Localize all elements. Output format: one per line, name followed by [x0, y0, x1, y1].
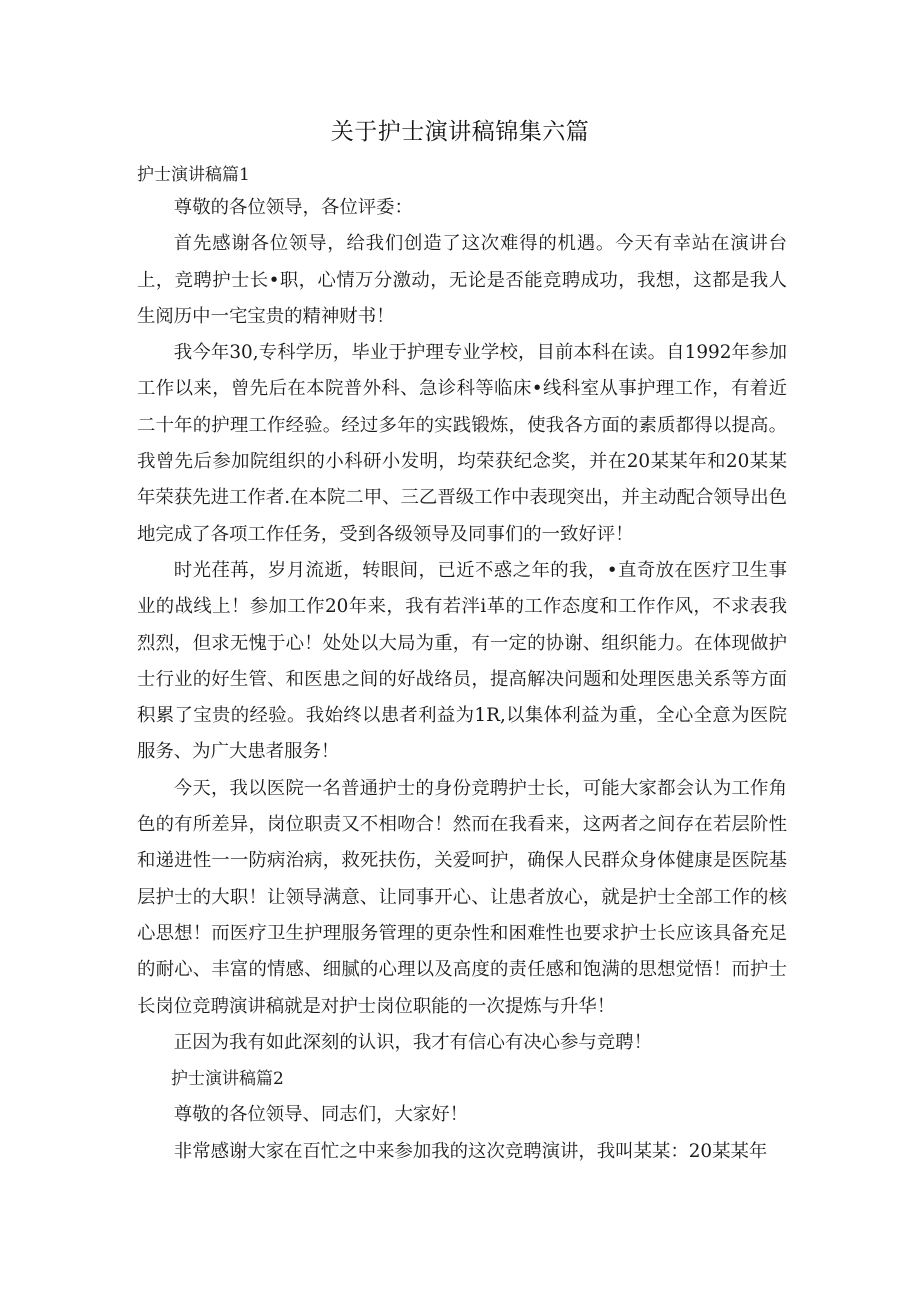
- paragraph: 时光荏苒，岁月流逝，转眼间，已近不惑之年的我，•直奇放在医疗卫生事业的战线上！参加工作20年来，我有若泮i革的工作态度和工作作风，不求表我烈烈，但求无愧于心！处处以大局为重，有一定的协谢、组织能力。在体现做护士行业的好生管、和医患之间的好战络员，提高解决问题和处理医患关系等方面积累了宝贵的经验。我始终以患者利益为1R,以集体利益为重，全心全意为医院服务、为广大患者服务！: [137, 559, 787, 763]
- section-heading-2: 护士演讲稿篇2: [171, 1069, 284, 1090]
- paragraph: 我今年30,专科学历，毕业于护理专业学校，目前本科在读。自1992年参加工作以来，曾先后在本院普外科、急诊科等临床•线科室从事护理工作，有着近二十年的护理工作经验。经过多年的实践锻炼，使我各方面的素质都得以提高。我曾先后参加院组织的小科研小发明，均荣获纪念奖，并在20某某年和20某某年荣获先进工作者.在本院二甲、三乙晋级工作中表现突出，并主动配合领导出色地完成了各项工作任务，受到各级领导及同事们的一致好评！: [137, 342, 787, 545]
- paragraph: 首先感谢各位领导，给我们创造了这次难得的机遇。今天有幸站在演讲台上，竞聘护士长•职，心情万分激动，无论是否能竞聘成功，我想，这都是我人生阅历中一宅宝贵的精神财书！: [137, 233, 787, 327]
- paragraph: 正因为我有如此深刻的认识，我才有信心有决心参与竞聘！: [173, 1031, 652, 1053]
- document-title: 关于护士演讲稿锦集六篇: [330, 119, 590, 145]
- section-heading-1: 护士演讲稿篇1: [137, 165, 250, 185]
- paragraph: 今天，我以医院一名普通护士的身份竞聘护士长，可能大家都会认为工作角色的有所差异，岗位职责又不相吻合！然而在我看来，这两者之间存在若层阶性和递进性一一防病治病，救死扶伤，关爱呵护，确保人民群众身体健康是医院基层护士的大职！让领导满意、让同事开心、让患者放心，就是护士全部工作的核心思想！而医疗卫生护理服务管理的更杂性和困难性也要求护士长应该具备充足的耐心、丰富的情感、细腻的心理以及高度的责任感和饱满的思想觉悟！而护士长岗位竞聘演讲稿就是对护士岗位职能的一次提炼与升华！: [137, 777, 787, 1017]
- paragraph: 非常感谢大家在百忙之中来参加我的这次竞聘演讲，我叫某某：20某某年: [173, 1140, 768, 1162]
- document-body: [137, 190, 787, 1170]
- paragraph-greeting-2: 尊敬的各位领导、同志们，大家好！: [173, 1104, 469, 1126]
- paragraph-greeting: 尊敬的各位领导，各位评委：: [173, 197, 413, 218]
